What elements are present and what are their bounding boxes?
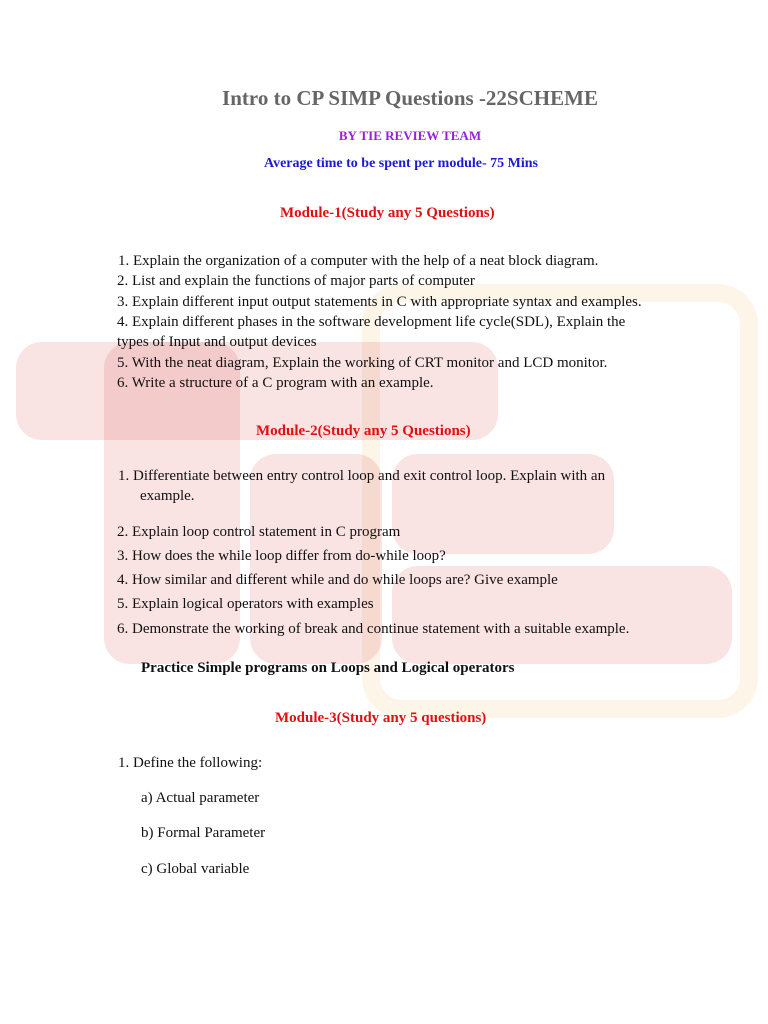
page-title: Intro to CP SIMP Questions -22SCHEME (222, 86, 598, 110)
list-item: b) Formal Parameter (141, 825, 266, 841)
list-item: 5. Explain logical operators with examples (117, 596, 374, 612)
module-3-heading: Module-3(Study any 5 questions) (275, 710, 487, 726)
module-1-heading: Module-1(Study any 5 Questions) (280, 205, 495, 221)
list-item: 6. Write a structure of a C program with an example. (117, 375, 434, 391)
list-item: 1. Differentiate between entry control loop and exit control loop. Explain with an (118, 468, 606, 484)
list-item: example. (140, 488, 195, 504)
list-item: a) Actual parameter (141, 790, 260, 806)
list-item: 4. Explain different phases in the software development life cycle(SDL), Explain the (117, 314, 626, 330)
list-item: 3. How does the while loop differ from do-while loop? (117, 548, 446, 564)
list-item: 3. Explain different input output statements in C with appropriate syntax and examples. (117, 294, 642, 310)
list-item: 2. List and explain the functions of major parts of computer (117, 273, 475, 289)
list-item: 1. Define the following: (118, 755, 263, 771)
list-item: c) Global variable (141, 861, 250, 877)
list-item: 1. Explain the organization of a computer with the help of a neat block diagram. (118, 253, 599, 269)
byline: BY TIE REVIEW TEAM (338, 128, 482, 143)
module-2-heading: Module-2(Study any 5 Questions) (256, 423, 471, 439)
list-item: types of Input and output devices (117, 334, 317, 350)
practice-note: Practice Simple programs on Loops and Logical operators (141, 660, 515, 676)
list-item: 6. Demonstrate the working of break and continue statement with a suitable example. (117, 621, 630, 637)
list-item: 2. Explain loop control statement in C program (117, 524, 401, 540)
watermark-frame (362, 284, 758, 718)
list-item: 5. With the neat diagram, Explain the working of CRT monitor and LCD monitor. (117, 355, 608, 371)
average-time-note: Average time to be spent per module- 75 Mins (264, 156, 538, 171)
list-item: 4. How similar and different while and do while loops are? Give example (117, 572, 558, 588)
